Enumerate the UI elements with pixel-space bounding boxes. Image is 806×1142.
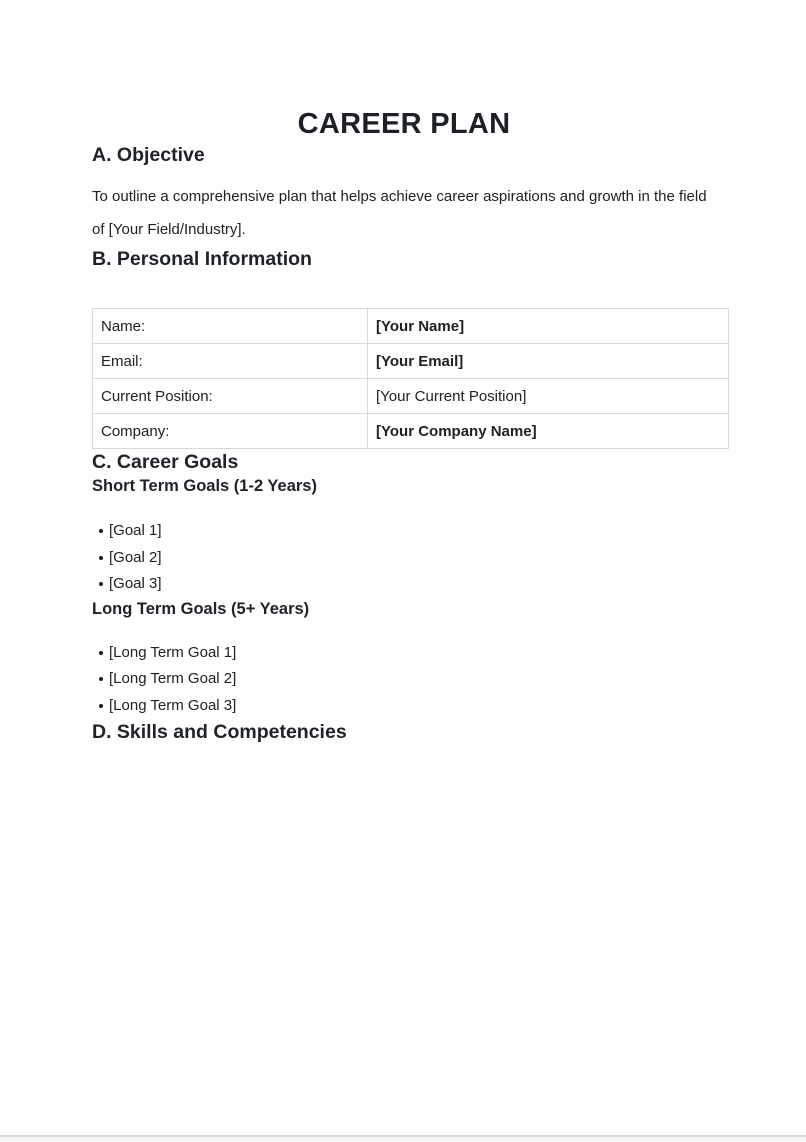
goal-text: [Long Term Goal 1] <box>109 643 237 661</box>
goal-text: [Long Term Goal 2] <box>109 670 237 687</box>
section-personal-information <box>92 246 716 449</box>
list-item <box>92 666 716 693</box>
row-value: [Your Company Name] <box>368 414 729 449</box>
list-item <box>92 545 716 572</box>
list-item <box>92 518 716 545</box>
goal-text: [Goal 2] <box>109 548 162 566</box>
bullet-icon <box>99 529 103 533</box>
section-objective <box>92 142 716 246</box>
bullet-icon <box>99 651 103 655</box>
row-label: Email: <box>93 344 368 379</box>
bullet-icon <box>99 582 103 586</box>
short-term-goals-subheading: Short Term Goals (1-2 Years) <box>92 477 317 495</box>
bullet-icon <box>99 677 103 681</box>
table-row-name <box>93 309 729 344</box>
objective-heading: A. Objective <box>92 144 205 166</box>
career-goals-heading: C. Career Goals <box>92 451 239 473</box>
table-row-current-position <box>93 379 729 414</box>
row-label: Name: <box>93 309 368 344</box>
page-bottom-edge <box>0 1135 806 1142</box>
short-term-goals-list <box>92 518 716 598</box>
table-row-company <box>93 414 729 449</box>
row-value: [Your Current Position] <box>368 379 729 414</box>
long-term-goals-list <box>92 640 716 720</box>
list-item <box>92 571 716 598</box>
row-value: [Your Name] <box>368 309 729 344</box>
section-career-goals <box>92 449 716 719</box>
skills-heading: D. Skills and Competencies <box>92 721 347 743</box>
long-term-goals-subheading: Long Term Goals (5+ Years) <box>92 599 310 618</box>
row-label: Current Position: <box>93 379 368 414</box>
goal-text: [Long Term Goal 3] <box>109 696 237 714</box>
goal-text: [Goal 1] <box>109 522 162 539</box>
section-skills <box>92 719 716 745</box>
list-item <box>92 693 716 720</box>
row-label: Company: <box>93 414 368 449</box>
personal-information-heading: B. Personal Information <box>92 248 312 270</box>
personal-info-table <box>92 308 729 449</box>
document-content <box>0 106 806 745</box>
table-row-email <box>93 344 729 379</box>
bullet-icon <box>99 556 103 560</box>
objective-body: To outline a comprehensive plan that helps achieve career aspirations and growth in the field of [Your Field/Industry]. <box>92 188 707 238</box>
list-item <box>92 640 716 667</box>
goal-text: [Goal 3] <box>109 575 162 592</box>
row-value: [Your Email] <box>368 344 729 379</box>
document-title: CAREER PLAN <box>297 108 511 140</box>
bullet-icon <box>99 704 103 708</box>
